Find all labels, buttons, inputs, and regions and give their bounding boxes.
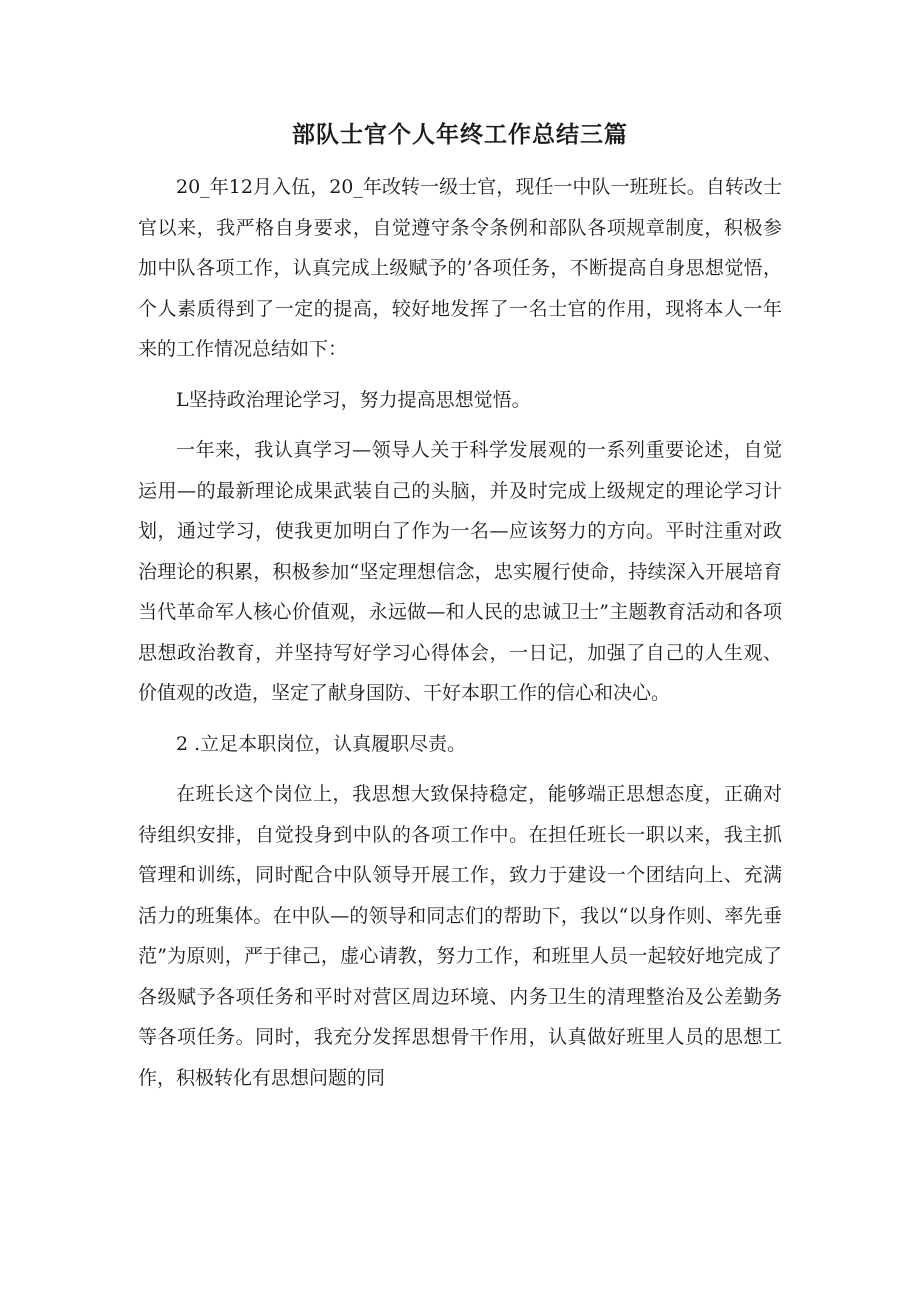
section-2-paragraph: 在班长这个岗位上，我思想大致保持稳定，能够端正思想态度，正确对待组织安排，自觉投身到中队的各项工作中。在担任班长一职以来，我主抓管理和训练，同时配合中队领导开展工作，致力于建设一个团结向上、充满活力的班集体。在中队—的领导和同志们的帮助下，我以“以身作则、率先垂范”为原则，严于律己，虚心请教，努力工作，和班里人员一起较好地完成了各级赋予各项任务和平时对营区周边环境、内务卫生的清理整治及公差勤务等各项任务。同时，我充分发挥思想骨干作用，认真做好班里人员的思想工作，积极转化有思想问题的同 <box>138 783 782 1089</box>
section-heading-1: L坚持政治理论学习，努力提高思想觉悟。 <box>176 388 531 411</box>
document-body <box>138 167 782 1098</box>
intro-paragraph: 20_年12月入伍，20_年改转一级士官，现任一中队一班班长。自转改士官以来，我严格自身要求，自觉遵守条令条例和部队各项规章制度，积极参加中队各项工作，认真完成上级赋予的’各项任务，不断提高自身思想觉悟，个人素质得到了一定的提高，较好地发挥了一名士官的作用，现将本人一年来的工作情况总结如下： <box>138 176 782 360</box>
section-1-paragraph: 一年来，我认真学习—领导人关于科学发展观的一系列重要论述，自觉运用—的最新理论成果武装自己的头脑，并及时完成上级规定的理论学习计划，通过学习，使我更加明白了作为一名—应该努力的方向。平时注重对政治理论的积累，积极参加“坚定理想信念，忠实履行使命，持续深入开展培育当代革命军人核心价值观，永远做—和人民的忠诚卫士”主题教育活动和各项思想政治教育，并坚持写好学习心得体会，一日记，加强了自己的人生观、价值观的改造，坚定了献身国防、干好本职工作的信心和决心。 <box>138 439 782 704</box>
section-heading-2: 2 .立足本职岗位，认真履职尽责。 <box>176 732 467 755</box>
document-title: 部队士官个人年终工作总结三篇 <box>292 121 628 148</box>
